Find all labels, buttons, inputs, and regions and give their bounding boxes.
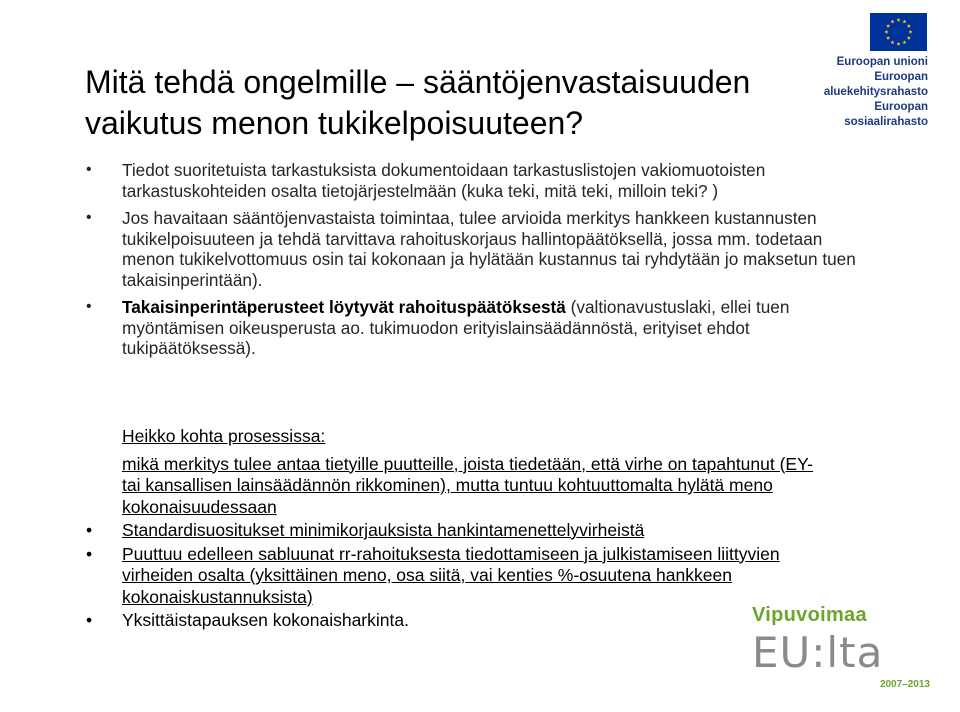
eu-funding-logo-text bbox=[793, 55, 928, 130]
eu-line-regional-fund: Euroopan aluekehitysrahasto bbox=[823, 71, 928, 98]
bullet-dot-icon: • bbox=[86, 543, 93, 564]
bullet-item bbox=[85, 297, 870, 359]
title-line-2: vaikutus menon tukikelpoisuuteen? bbox=[85, 105, 584, 141]
bullet-item bbox=[85, 160, 870, 201]
bullet-item bbox=[85, 208, 870, 290]
vipuvoimaa-logo bbox=[752, 604, 942, 704]
list-item-text: Yksittäistapauksen kokonaisharkinta. bbox=[122, 610, 409, 630]
bullet-dot-icon: • bbox=[86, 610, 93, 630]
list-item bbox=[85, 520, 825, 542]
eu-line-social-fund: Euroopan sosiaalirahasto bbox=[844, 101, 928, 128]
bullet-text: Tiedot suoritetuista tarkastuksista dokumentoidaan tarkastuslistojen vakiomuotoisten tarkastuskohteiden osalta tietojärjestelmään (kuka teki, mitä teki, milloin teki? ) bbox=[122, 160, 766, 201]
eu-flag-icon bbox=[870, 13, 927, 51]
logo-name: Vipuvoimaa bbox=[752, 604, 867, 626]
title-line-1: Mitä tehdä ongelmille – sääntöjenvastaisuuden bbox=[85, 64, 751, 100]
bullet-dot-icon: • bbox=[86, 298, 92, 315]
list-item-text: Puuttuu edelleen sabluunat rr-rahoituksesta tiedottamiseen ja julkistamiseen liittyvien virheiden osalta (yksittäinen meno, osa siitä, vai kenties %-osuutena hankkeen kokonaiskustannuksista) bbox=[122, 543, 780, 607]
bullet-dot-icon: • bbox=[86, 520, 93, 540]
eu-line-union: Euroopan unioni bbox=[836, 56, 928, 68]
list-item bbox=[85, 610, 825, 632]
bullet-dot-icon: • bbox=[86, 209, 92, 226]
slide-title bbox=[85, 62, 805, 144]
bullet-text: Jos havaitaan sääntöjenvastaista toimintaa, tulee arvioida merkitys hankkeen kustannusten tukikelpoisuuteen ja tehdä tarvittava rahoituskorjaus hallintopäätöksellä, jossa mm. todetaan menon tukikelvottomuus osin tai kokonaan ja hylätään kustannus tai ryhdytään jo maksetun tuen takaisinperintään). bbox=[122, 208, 856, 290]
bullet-bold-text: Takaisinperintäperusteet löytyvät rahoituspäätöksestä bbox=[122, 297, 566, 317]
weak-point-section bbox=[85, 426, 825, 632]
section-heading: Heikko kohta prosessissa: bbox=[122, 426, 326, 446]
list-item-text: Standardisuositukset minimikorjauksista hankintamenettelyvirheistä bbox=[122, 520, 645, 540]
logo-years: 2007–2013 bbox=[879, 679, 930, 690]
logo-brand: EU:lta bbox=[752, 628, 884, 677]
list-item bbox=[85, 544, 825, 609]
weak-point-list bbox=[85, 520, 825, 632]
bullet-text: (valtionavustuslaki, ellei tuen myöntämisen oikeusperusta ao. tukimuodon erityislainsäädännöstä, erityiset ehdot tukipäätöksessä). bbox=[122, 297, 790, 358]
section-intro: mikä merkitys tulee antaa tietyille puutteille, joista tiedetään, että virhe on tapahtunut (EY- tai kansallisen lainsäädännön rikkominen), mutta tuntuu kohtuuttomalta hylätä meno kokonaisuudessaan bbox=[122, 453, 813, 517]
bullet-dot-icon: • bbox=[86, 161, 92, 178]
bullet-list bbox=[85, 160, 870, 366]
